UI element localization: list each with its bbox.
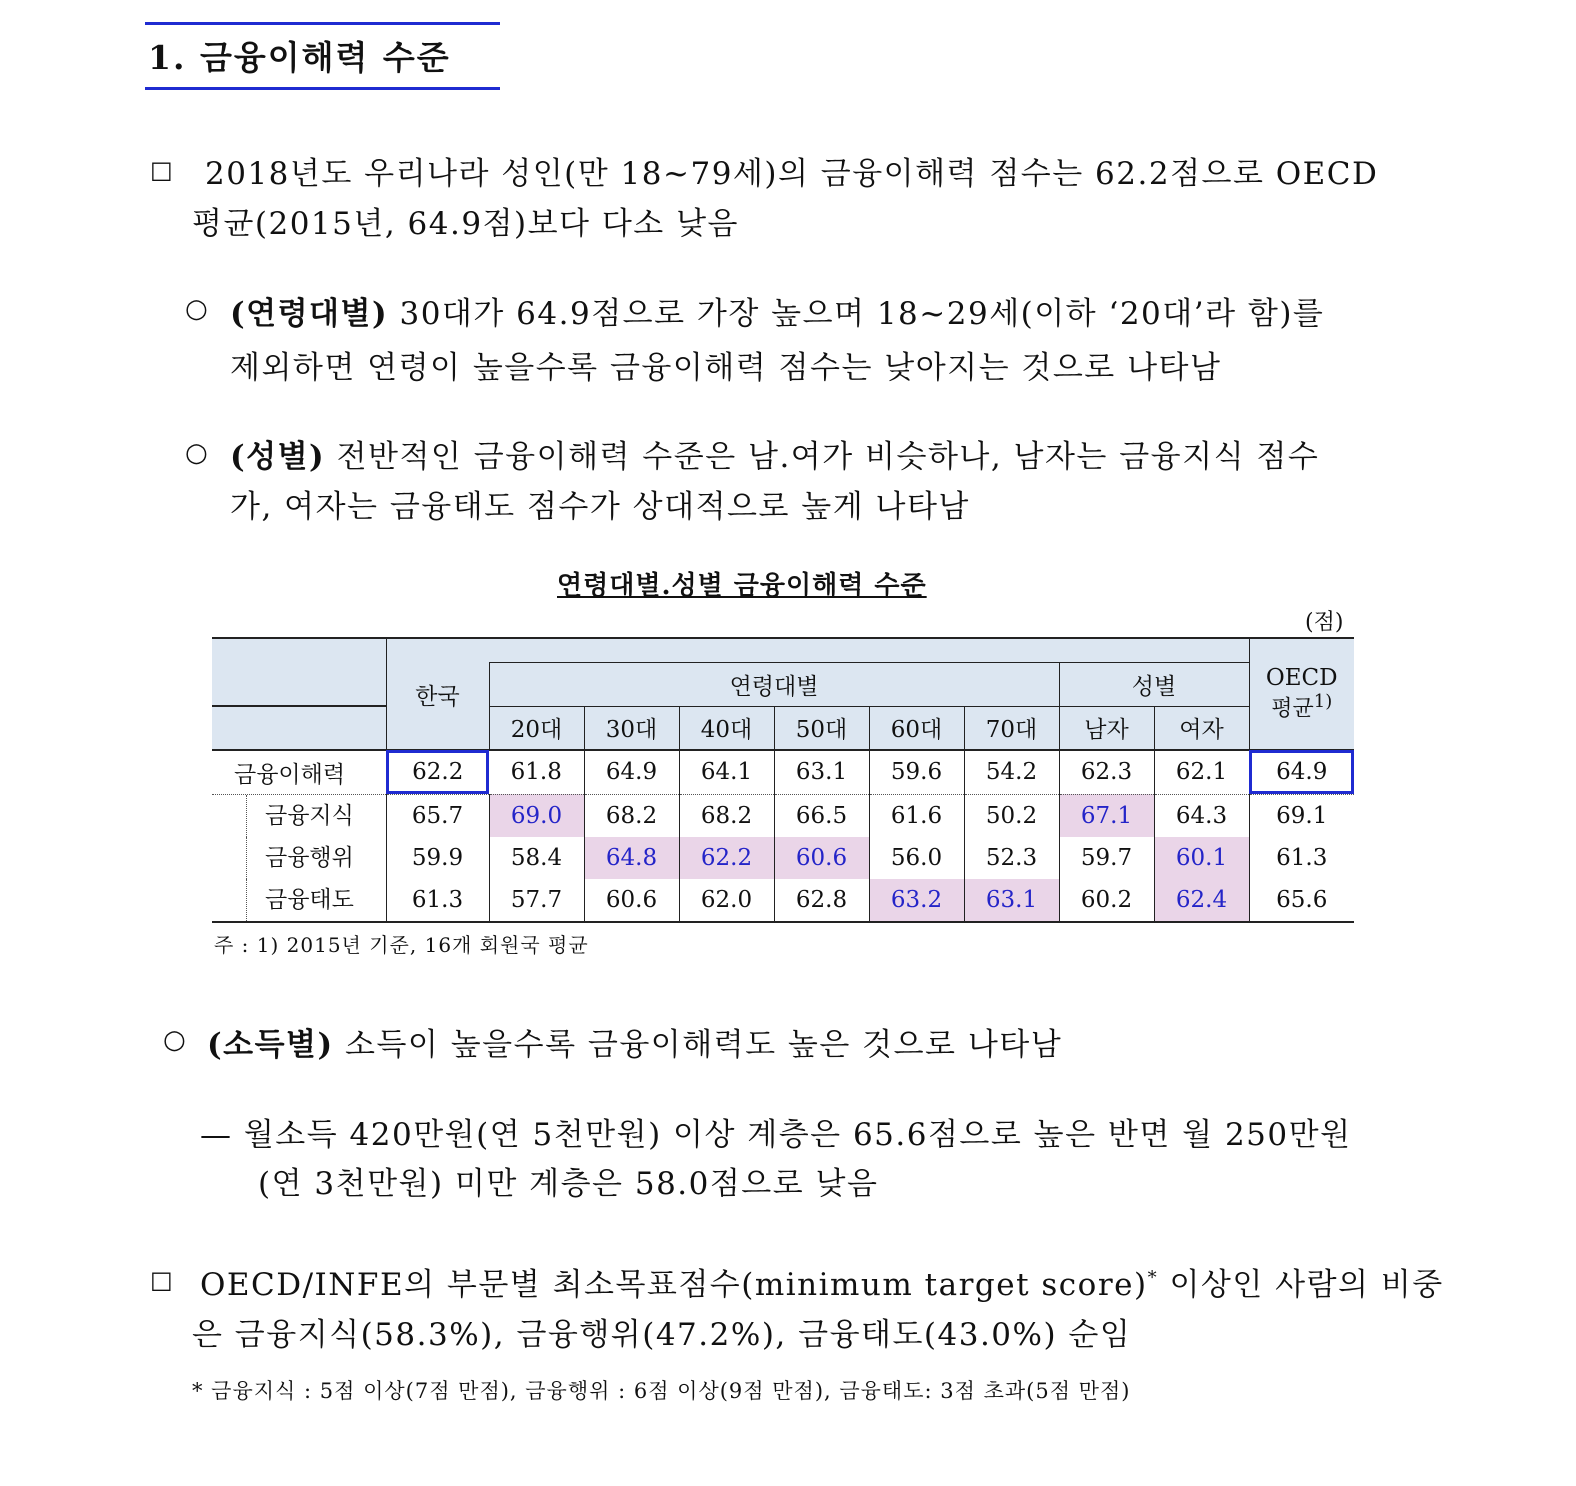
income-keyword: (소득별) (207, 1027, 334, 1063)
age-point-line1 (230, 288, 1324, 333)
header-oecd (1249, 638, 1354, 750)
table-cell: 50.2 (964, 794, 1059, 837)
gender-keyword: (성별) (230, 439, 326, 475)
dash-bullet-icon: — (200, 1117, 233, 1153)
table-cell: 56.0 (869, 837, 964, 879)
table-cell: 69.1 (1249, 794, 1354, 837)
header-top-strip (489, 638, 1249, 662)
table-note: 주 : 1) 2015년 기준, 16개 회원국 평균 (214, 933, 589, 957)
row-label (212, 879, 386, 922)
para2-line1-a: OECD/INFE의 부문별 최소목표점수(minimum target score) (200, 1267, 1148, 1303)
footnote: * 금융지식 : 5점 이상(7점 만점), 금융행위 : 6점 이상(9점 만점), 금융태도: 3점 초과(5점 만점) (192, 1379, 1131, 1403)
header-age-50: 50대 (774, 706, 869, 750)
table-cell: 62.4 (1154, 879, 1249, 922)
header-age-group: 연령대별 (489, 662, 1059, 706)
table-row (212, 794, 1354, 837)
header-age-70: 70대 (964, 706, 1059, 750)
table-cell: 64.9 (584, 750, 679, 794)
para2-line1 (200, 1259, 1444, 1304)
table-cell: 69.0 (489, 794, 584, 837)
gender-point-line1-text: 전반적인 금융이해력 수준은 남.여가 비슷하나, 남자는 금융지식 점수 (325, 439, 1320, 475)
table-cell: 63.1 (774, 750, 869, 794)
header-corner-lower (212, 706, 386, 750)
header-oecd-footnote-mark: 1) (1313, 691, 1333, 713)
circle-bullet-icon: ○ (185, 294, 208, 324)
table-cell: 60.6 (774, 837, 869, 879)
square-bullet-icon: □ (150, 156, 173, 184)
financial-literacy-table (212, 637, 1354, 923)
table-cell: 65.6 (1249, 879, 1354, 922)
table-cell: 59.7 (1059, 837, 1154, 879)
square-bullet-icon: □ (150, 1266, 173, 1294)
income-sub-line1-text: 월소득 420만원(연 5천만원) 이상 계층은 65.6점으로 높은 반면 월 250만원 (243, 1117, 1352, 1153)
age-point-line2: 제외하면 연령이 높을수록 금융이해력 점수는 낮아지는 것으로 나타남 (230, 350, 1222, 386)
table-cell: 58.4 (489, 837, 584, 879)
table-cell: 68.2 (679, 794, 774, 837)
para1-line1: 2018년도 우리나라 성인(만 18~79세)의 금융이해력 점수는 62.2점으로 OECD (205, 156, 1379, 192)
section-title: 1. 금융이해력 수준 (148, 38, 451, 77)
table-cell: 62.2 (679, 837, 774, 879)
income-sub-line2: (연 3천만원) 미만 계층은 58.0점으로 낮음 (258, 1166, 879, 1202)
table-cell: 65.7 (386, 794, 489, 837)
table-cell: 63.1 (964, 879, 1059, 922)
table-cell: 52.3 (964, 837, 1059, 879)
income-sub-line1 (200, 1109, 1352, 1154)
para2-line1-b: 이상인 사람의 비중 (1158, 1267, 1444, 1303)
table-row (212, 750, 1354, 794)
header-age-30: 30대 (584, 706, 679, 750)
age-keyword: (연령대별) (230, 296, 389, 332)
table-unit: (점) (1305, 610, 1344, 635)
table-cell: 66.5 (774, 794, 869, 837)
header-oecd-line2: 평균 (1271, 696, 1314, 722)
table-cell: 60.2 (1059, 879, 1154, 922)
table-cell: 61.3 (1249, 837, 1354, 879)
row-label-text: 금융태도 (246, 879, 354, 921)
table-cell: 64.8 (584, 837, 679, 879)
gender-point-line1 (230, 431, 1319, 476)
gender-point-line2: 가, 여자는 금융태도 점수가 상대적으로 높게 나타남 (230, 489, 970, 525)
table-cell: 62.8 (774, 879, 869, 922)
table-cell: 64.9 (1249, 750, 1354, 794)
table-cell: 62.0 (679, 879, 774, 922)
table-cell: 60.1 (1154, 837, 1249, 879)
header-age-40: 40대 (679, 706, 774, 750)
circle-bullet-icon: ○ (185, 438, 208, 468)
table-cell: 64.1 (679, 750, 774, 794)
age-point-line1-text: 30대가 64.9점으로 가장 높으며 18~29세(이하 ‘20대’라 함)를 (388, 296, 1325, 332)
table-cell: 62.3 (1059, 750, 1154, 794)
table-cell: 59.6 (869, 750, 964, 794)
table-cell: 54.2 (964, 750, 1059, 794)
row-label (212, 837, 386, 879)
table-cell: 61.6 (869, 794, 964, 837)
para2-footnote-mark: * (1147, 1267, 1159, 1289)
header-gender-group: 성별 (1059, 662, 1249, 706)
header-age-20: 20대 (489, 706, 584, 750)
header-female: 여자 (1154, 706, 1249, 750)
row-label (212, 794, 386, 837)
table-row (212, 837, 1354, 879)
table-cell: 64.3 (1175, 802, 1228, 829)
header-age-60: 60대 (869, 706, 964, 750)
table-corner-cell (212, 638, 386, 706)
table-cell: 61.8 (489, 750, 584, 794)
circle-bullet-icon: ○ (163, 1025, 186, 1055)
table-cell: 68.2 (584, 794, 679, 837)
para2-line2: 은 금융지식(58.3%), 금융행위(47.2%), 금융태도(43.0%) 순임 (192, 1317, 1132, 1353)
row-label-text: 금융행위 (246, 837, 354, 879)
table-cell: 62.1 (1154, 750, 1249, 794)
income-point-line1-text: 소득이 높을수록 금융이해력도 높은 것으로 나타남 (333, 1027, 1063, 1063)
table-cell: 60.6 (584, 879, 679, 922)
table-cell: 57.7 (489, 879, 584, 922)
row-label-text: 금융지식 (246, 795, 354, 837)
table-cell: 61.3 (386, 879, 489, 922)
table-cell: 63.2 (869, 879, 964, 922)
income-point-line1 (207, 1019, 1062, 1064)
table-title: 연령대별.성별 금융이해력 수준 (557, 571, 927, 601)
header-korea: 한국 (386, 638, 489, 750)
header-male: 남자 (1059, 706, 1154, 750)
table-cell: 62.2 (386, 750, 489, 794)
row-label: 금융이해력 (212, 750, 386, 794)
para1-line2: 평균(2015년, 64.9점)보다 다소 낮음 (192, 206, 739, 242)
header-oecd-line1: OECD (1265, 665, 1338, 692)
table-cell: 67.1 (1059, 794, 1154, 837)
table-cell: 59.9 (386, 837, 489, 879)
table-row (212, 879, 1354, 922)
